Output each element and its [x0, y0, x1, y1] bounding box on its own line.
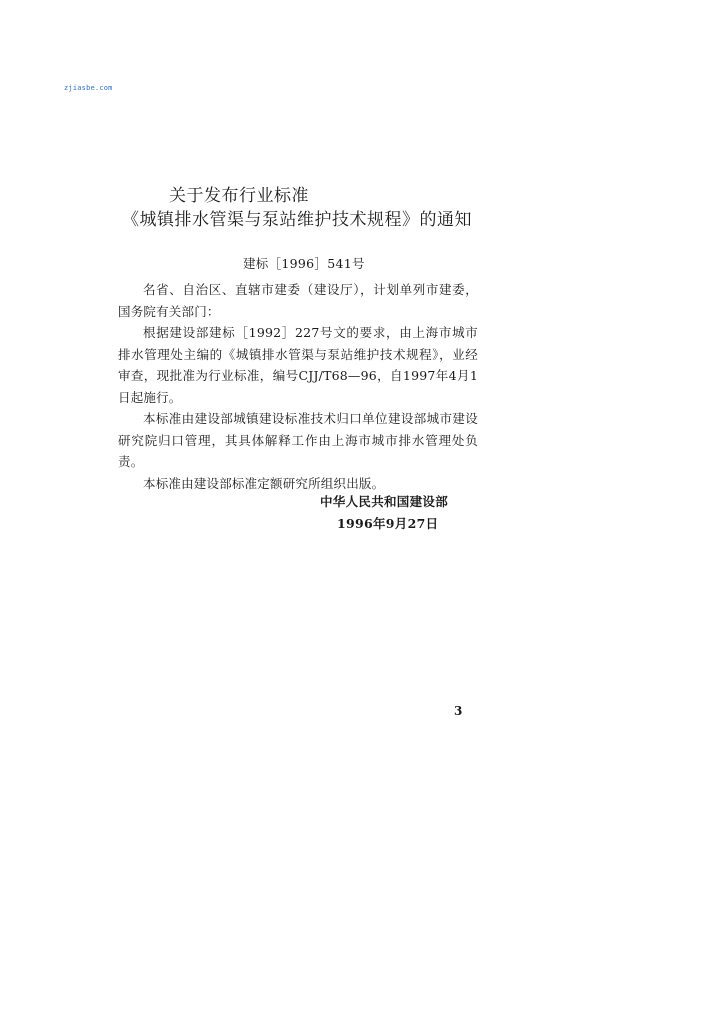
- issuing-organization: 中华人民共和国建设部: [320, 494, 449, 509]
- body-paragraph-approval: 根据建设部建标［1992］227号文的要求，由上海市城市排水管理处主编的《城镇排水管渠与泵站维护技术规程》，业经审查，现批准为行业标准，编号CJJ/T68—96，自1997年4月1日起施行。: [118, 325, 478, 405]
- signature-block: [320, 491, 448, 534]
- page-number: 3: [454, 704, 463, 718]
- body-paragraph-publication: 本标准由建设部标准定额研究所组织出版。: [143, 475, 385, 491]
- body-paragraph-management: 本标准由建设部城镇建设标准技术归口单位建设部城市建设研究院归口管理，其具体解释工作由上海市城市排水管理处负责。: [118, 411, 478, 469]
- document-number: 建标［1996］541号: [243, 256, 365, 271]
- addressee-paragraph: 名省、自治区、直辖市建委（建设厅），计划单列市建委，国务院有关部门：: [118, 282, 478, 319]
- document-title-line1: 关于发布行业标准: [169, 186, 309, 206]
- document-title-line2: 《城镇排水管渠与泵站维护技术规程》的通知: [122, 210, 472, 230]
- watermark-text: zjiasbe.com: [64, 84, 113, 92]
- issue-date: 1996年9月27日: [337, 515, 439, 531]
- document-body: [118, 279, 478, 494]
